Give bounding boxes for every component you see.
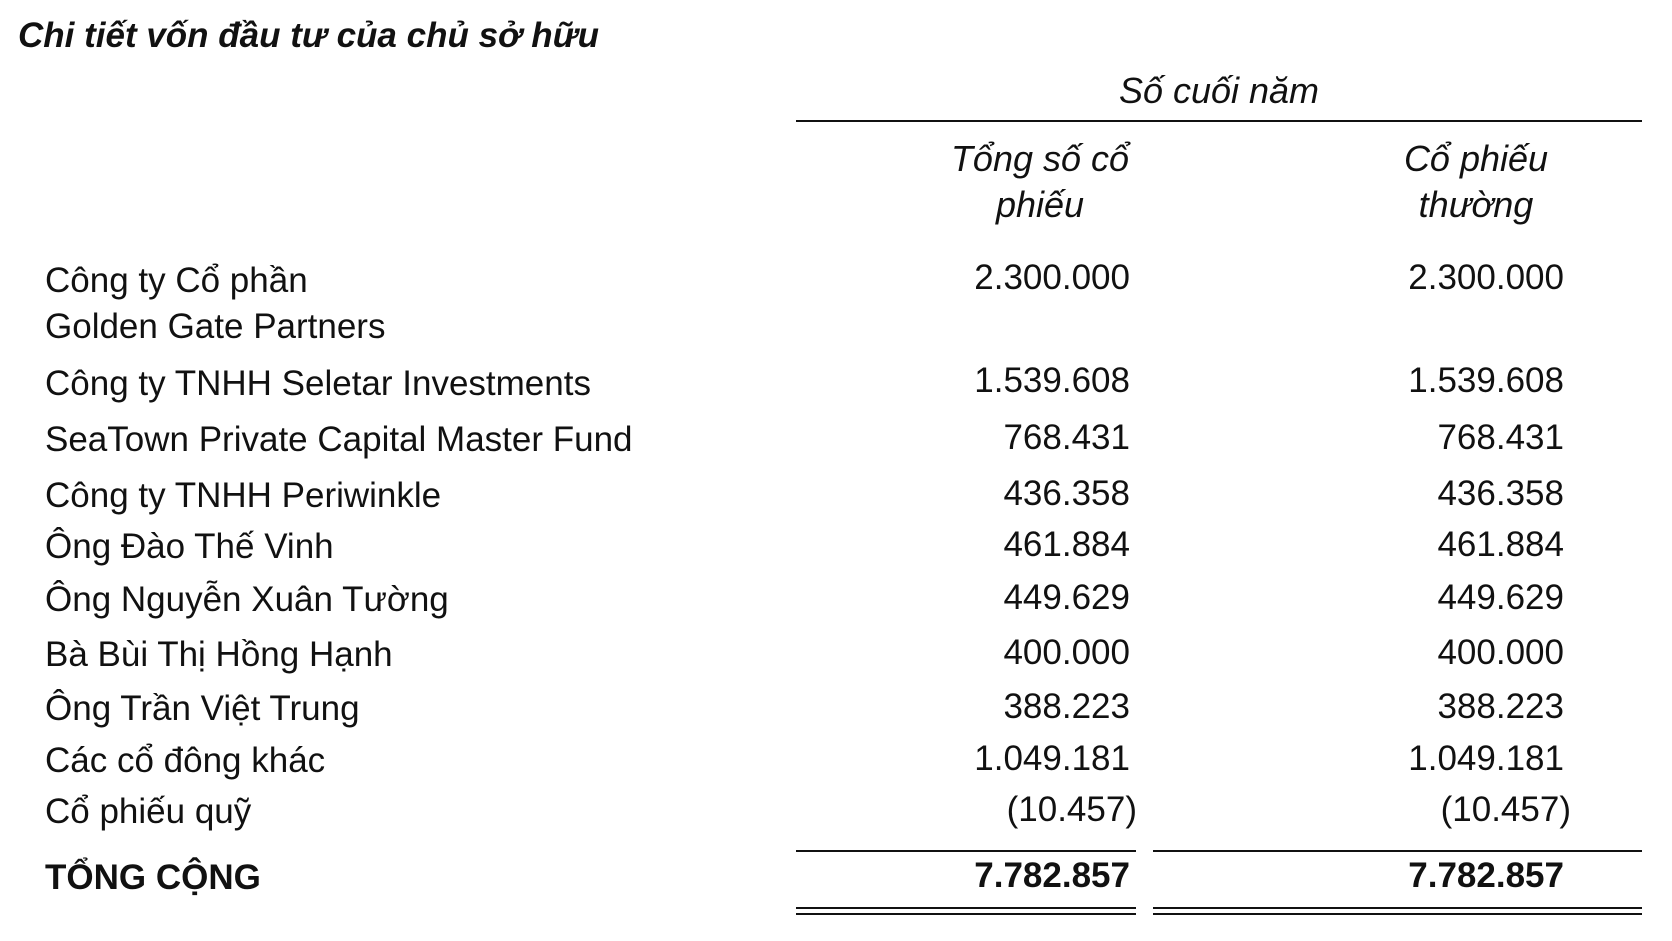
row-label-seatown: SeaTown Private Capital Master Fund (45, 420, 633, 459)
total-shares-value: 388.223 (1003, 687, 1130, 726)
common-shares-header-line-1: Cổ phiếu (1403, 138, 1549, 179)
total-shares-value: 768.431 (1003, 418, 1130, 457)
row-label-dao-the-vinh: Ông Đào Thế Vinh (45, 527, 334, 566)
row-label-bui-thi-hong-hanh: Bà Bùi Thị Hồng Hạnh (45, 635, 393, 674)
double-underline-column-2 (1153, 907, 1642, 915)
total-label: TỔNG CỘNG (45, 858, 261, 897)
row-label-tran-viet-trung: Ông Trần Việt Trung (45, 689, 360, 728)
total-rule-column-2 (1153, 850, 1642, 852)
total-shares-value: 400.000 (1003, 633, 1130, 672)
common-shares-value: 400.000 (1437, 633, 1564, 672)
common-shares-value: 1.049.181 (1408, 739, 1564, 778)
row-label-seletar: Công ty TNHH Seletar Investments (45, 364, 591, 403)
common-shares-column-header (1356, 136, 1596, 228)
row-label-periwinkle: Công ty TNHH Periwinkle (45, 476, 442, 515)
total-rule-column-1 (796, 850, 1136, 852)
total-shares-value: 461.884 (1003, 525, 1130, 564)
row-label-line-2: Golden Gate Partners (45, 307, 386, 346)
row-label-other-shareholders: Các cổ đông khác (45, 741, 326, 780)
row-label-line-1: Công ty Cổ phần (45, 261, 308, 300)
common-shares-value: 436.358 (1437, 474, 1564, 513)
common-shares-value: 449.629 (1437, 578, 1564, 617)
total-shares-header-line-2: phiếu (995, 184, 1085, 225)
common-shares-value: 2.300.000 (1408, 258, 1564, 297)
grand-total-shares: 7.782.857 (974, 856, 1130, 895)
common-shares-value: 388.223 (1437, 687, 1564, 726)
year-end-header: Số cuối năm (1118, 70, 1320, 111)
total-shares-value: 436.358 (1003, 474, 1130, 513)
total-shares-value: (10.457) (1006, 790, 1137, 829)
common-shares-value: (10.457) (1440, 790, 1571, 829)
common-shares-value: 1.539.608 (1408, 361, 1564, 400)
total-shares-header-line-1: Tổng số cổ (950, 138, 1130, 179)
common-shares-value: 768.431 (1437, 418, 1564, 457)
common-shares-value: 461.884 (1437, 525, 1564, 564)
grand-total-common-shares: 7.782.857 (1408, 856, 1564, 895)
double-underline-column-1 (796, 907, 1136, 915)
total-shares-value: 1.539.608 (974, 361, 1130, 400)
total-shares-value: 2.300.000 (974, 258, 1130, 297)
section-title: Chi tiết vốn đầu tư của chủ sở hữu (18, 16, 600, 55)
row-label-golden-gate (45, 258, 385, 350)
total-shares-value: 449.629 (1003, 578, 1130, 617)
total-shares-value: 1.049.181 (974, 739, 1130, 778)
row-label-treasury-shares: Cổ phiếu quỹ (45, 792, 252, 831)
total-shares-column-header (920, 136, 1160, 228)
common-shares-header-line-2: thường (1418, 184, 1534, 225)
header-divider (796, 120, 1642, 122)
row-label-nguyen-xuan-tuong: Ông Nguyễn Xuân Tường (45, 580, 449, 619)
